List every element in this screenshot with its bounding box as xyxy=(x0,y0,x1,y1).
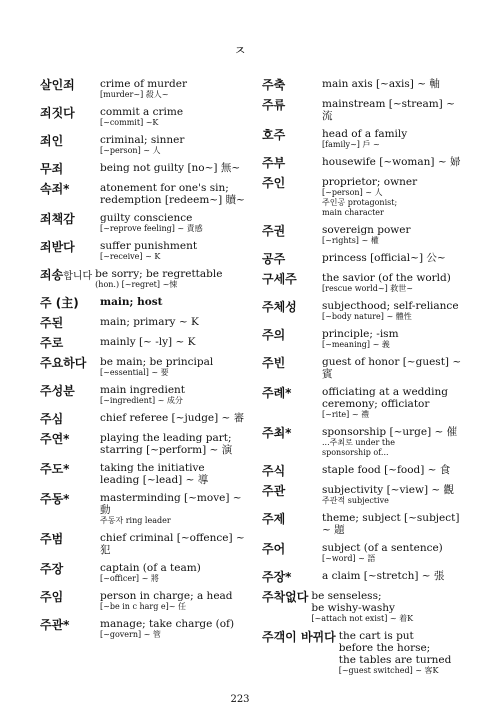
headword xyxy=(40,432,100,446)
definition-line: subjecthood; self-reliance xyxy=(322,300,459,312)
definition-line: sponsorship [~urge] ~ 催 xyxy=(322,426,458,438)
definition-line: mainly [~ -ly] ~ K xyxy=(100,336,196,348)
entry-body xyxy=(100,134,245,156)
definition-line: captain (of a team) xyxy=(100,562,201,574)
headword-text: 주인 xyxy=(262,176,286,190)
dictionary-entry xyxy=(40,240,245,262)
definition-line: redemption [redeem~] 贖~ xyxy=(100,194,245,206)
etymology-line: [~guest switched] ~ 客K xyxy=(338,666,439,675)
etymology-line: [~body nature] ~ 體性 xyxy=(322,312,412,321)
etymology-line: [family~] 戶 ~ xyxy=(322,140,380,149)
etymology-line: [~commit] ~K xyxy=(100,118,159,127)
entry-body xyxy=(100,562,245,584)
headword xyxy=(40,106,100,120)
entry-body xyxy=(100,240,245,262)
headword-text: 호주 xyxy=(262,128,286,142)
headword-text: 주도* xyxy=(40,462,70,476)
headword-text: 주장* xyxy=(262,570,292,584)
headword-text: 주임 xyxy=(40,590,64,604)
dictionary-entry xyxy=(40,162,245,176)
headword-text: 주어 xyxy=(262,542,286,556)
headword xyxy=(40,412,100,426)
definition-line: main axis [~axis] ~ 軸 xyxy=(322,78,440,90)
dictionary-entry xyxy=(40,134,245,156)
definition-line: main ingredient xyxy=(100,384,186,396)
dictionary-entry xyxy=(262,590,462,624)
headword xyxy=(262,542,322,556)
entry-body xyxy=(100,212,245,234)
entry-body xyxy=(100,384,245,406)
headword xyxy=(40,618,100,632)
definition-line: commit a crime xyxy=(100,106,184,118)
definition-line: staple food [~food] ~ 食 xyxy=(322,464,451,476)
headword-text: 주착없다 xyxy=(262,590,309,604)
headword-text: 주심 xyxy=(40,412,64,426)
headword xyxy=(262,328,322,342)
entry-body xyxy=(100,590,245,612)
etymology-line: [~officer] ~ 將 xyxy=(100,574,159,583)
headword xyxy=(262,176,322,190)
entry-body xyxy=(322,272,462,294)
etymology-line: [~rite] ~ 禮 xyxy=(322,410,370,419)
page-number: 223 xyxy=(230,694,250,705)
headword-text: 주범 xyxy=(40,532,64,546)
entry-body xyxy=(322,224,462,246)
dictionary-entry xyxy=(262,356,462,380)
dictionary-entry xyxy=(262,300,462,322)
definition-line: a claim [~stretch] ~ 張 xyxy=(322,570,445,582)
headword xyxy=(262,356,322,370)
headword xyxy=(40,268,92,284)
definition-line: main; primary ~ K xyxy=(100,316,199,328)
definition-line: princess [official~] 公~ xyxy=(322,252,446,264)
definition-line: subject (of a sentence) xyxy=(322,542,443,554)
dictionary-entry xyxy=(262,224,462,246)
dictionary-entry xyxy=(262,512,462,536)
entry-body xyxy=(100,492,245,526)
definition-line: chief criminal [~offence] ~犯 xyxy=(100,532,245,556)
headword xyxy=(262,224,322,238)
entry-body xyxy=(322,464,462,476)
headword-suffix: 합니다 xyxy=(63,271,93,282)
headword xyxy=(262,570,322,584)
right-column xyxy=(262,78,462,682)
entry-body xyxy=(322,356,462,380)
entry-body xyxy=(322,176,462,218)
headword xyxy=(40,532,100,546)
definition-line: be senseless; xyxy=(311,590,382,602)
headword xyxy=(262,630,336,644)
dictionary-entry xyxy=(40,618,245,640)
dictionary-entry xyxy=(262,464,462,478)
entry-body xyxy=(100,356,245,378)
headword-text: 주빈 xyxy=(262,356,286,370)
definition-line: starring [~perform] ~ 演 xyxy=(100,444,233,456)
entry-body xyxy=(322,98,462,122)
dictionary-entry xyxy=(262,570,462,584)
headword xyxy=(40,492,100,506)
definition-line: the tables are turned xyxy=(338,654,452,666)
headword-text: 주 (主) xyxy=(40,296,79,310)
headword-text: 죄송 xyxy=(40,268,64,282)
headword-text: 주성분 xyxy=(40,384,75,398)
dictionary-entry xyxy=(262,542,462,564)
definition-line: subjectivity [~view] ~ 觀 xyxy=(322,484,455,496)
headword-text: 죄책감 xyxy=(40,212,75,226)
etymology-line: [~attach not exist] ~ 着K xyxy=(311,614,414,623)
entry-body xyxy=(322,78,462,90)
headword xyxy=(262,300,322,314)
headword xyxy=(40,162,100,176)
entry-body xyxy=(100,336,245,348)
headword xyxy=(262,512,322,526)
headword-text: 주연* xyxy=(40,432,70,446)
dictionary-entry xyxy=(40,336,245,350)
section-letter: ㅈ xyxy=(233,44,247,59)
entry-body xyxy=(100,532,245,556)
definition-line: ceremony; officiator xyxy=(322,398,430,410)
etymology-line: [~govern] ~ 管 xyxy=(100,630,161,639)
entry-body xyxy=(339,630,462,676)
definition-line: crime of murder xyxy=(100,78,188,90)
entry-body xyxy=(322,328,462,350)
etymology-line: [murder~] 殺人~ xyxy=(100,90,169,99)
headword-text: 주관* xyxy=(40,618,70,632)
headword-text: 주동* xyxy=(40,492,70,506)
dictionary-entry xyxy=(40,492,245,526)
definition-line: suffer punishment xyxy=(100,240,198,252)
dictionary-entry xyxy=(40,106,245,128)
dictionary-entry xyxy=(40,532,245,556)
headword-text: 주장 xyxy=(40,562,64,576)
headword xyxy=(262,590,308,604)
headword xyxy=(262,426,322,440)
entry-body xyxy=(100,296,245,308)
dictionary-entry xyxy=(40,356,245,378)
etymology-line: sponsorship of... xyxy=(322,448,389,457)
etymology-line: [~person] ~ 人 xyxy=(322,188,383,197)
headword xyxy=(40,134,100,148)
headword-text: 주축 xyxy=(262,78,286,92)
dictionary-entry xyxy=(40,412,245,426)
definition-line: head of a family xyxy=(322,128,408,140)
entry-body xyxy=(322,156,462,168)
definition-line: manage; take charge (of) xyxy=(100,618,235,630)
etymology-line: [~person] ~ 人 xyxy=(100,146,161,155)
entry-body xyxy=(322,300,462,322)
etymology-line: 주동자 ring leader xyxy=(100,516,171,525)
definition-line: taking the initiative xyxy=(100,462,205,474)
definition-line: leading [~lead] ~ 導 xyxy=(100,474,209,486)
dictionary-entry xyxy=(40,462,245,486)
headword-text: 속죄* xyxy=(40,182,70,196)
definition-line: sovereign power xyxy=(322,224,411,236)
headword-text: 죄짓다 xyxy=(40,106,75,120)
entry-body xyxy=(100,316,245,328)
entry-body xyxy=(322,484,462,506)
definition-line: housewife [~woman] ~ 婦 xyxy=(322,156,461,168)
definition-line: chief referee [~judge] ~ 審 xyxy=(100,412,245,424)
entry-body xyxy=(322,426,462,458)
dictionary-entry xyxy=(40,268,245,290)
dictionary-entry xyxy=(40,182,245,206)
entry-body xyxy=(100,182,245,206)
etymology-line: [~be in c harg e]~ 任 xyxy=(100,602,187,611)
headword-text: 주의 xyxy=(262,328,286,342)
entry-body xyxy=(322,386,462,420)
entry-body xyxy=(100,106,245,128)
headword xyxy=(40,336,100,350)
definition-line: guilty conscience xyxy=(100,212,193,224)
dictionary-entry xyxy=(262,98,462,122)
dictionary-entry xyxy=(262,328,462,350)
definition-line: theme; subject [~subject] ~ 題 xyxy=(322,512,460,536)
definition-line: playing the leading part; xyxy=(100,432,232,444)
definition-line: the cart is put xyxy=(338,630,414,642)
definition-line: be wishy-washy xyxy=(311,602,395,614)
definition-line: main; host xyxy=(100,296,163,308)
entry-body xyxy=(100,462,245,486)
dictionary-entry xyxy=(40,562,245,584)
headword xyxy=(40,356,100,370)
headword xyxy=(40,462,100,476)
headword xyxy=(40,296,100,310)
etymology-line: [~meaning] ~ 義 xyxy=(322,340,390,349)
definition-line: atonement for one's sin; xyxy=(100,182,229,194)
etymology-line: [~essential] ~ 要 xyxy=(100,368,169,377)
definition-line: proprietor; owner xyxy=(322,176,418,188)
dictionary-entry xyxy=(262,156,462,170)
headword xyxy=(262,156,322,170)
dictionary-entry xyxy=(40,432,245,456)
dictionary-entry xyxy=(262,272,462,294)
definition-line: masterminding [~move] ~ 動 xyxy=(100,492,242,516)
definition-line: officiating at a wedding xyxy=(322,386,448,398)
headword xyxy=(262,78,322,92)
definition-line: be sorry; be regrettable xyxy=(95,268,223,280)
headword-text: 주례* xyxy=(262,386,292,400)
headword xyxy=(262,252,322,266)
dictionary-entry xyxy=(40,212,245,234)
headword-text: 주관 xyxy=(262,484,286,498)
entry-body xyxy=(100,412,245,424)
dictionary-entry xyxy=(40,296,245,310)
headword-text: 주류 xyxy=(262,98,286,112)
definition-line: mainstream [~stream] ~ 流 xyxy=(322,98,455,122)
headword xyxy=(262,272,322,286)
left-column xyxy=(40,78,245,646)
dictionary-entry xyxy=(262,426,462,458)
headword xyxy=(40,240,100,254)
headword xyxy=(40,590,100,604)
entry-body xyxy=(322,542,462,564)
etymology-line: 주인공 protagonist; xyxy=(322,198,398,207)
dictionary-entry xyxy=(262,484,462,506)
entry-body xyxy=(322,128,462,150)
entry-body xyxy=(322,512,462,536)
headword-text: 주제 xyxy=(262,512,286,526)
etymology-line: 주관적 subjective xyxy=(322,496,389,505)
entry-body xyxy=(100,162,245,174)
definition-line: criminal; sinner xyxy=(100,134,185,146)
headword-text: 주로 xyxy=(40,336,64,350)
dictionary-entry xyxy=(40,78,245,100)
dictionary-entry xyxy=(40,590,245,612)
headword-text: 죄인 xyxy=(40,134,64,148)
headword xyxy=(40,384,100,398)
headword xyxy=(40,78,100,92)
definition-line: guest of honor [~guest] ~ 賓 xyxy=(322,356,462,380)
headword xyxy=(262,464,322,478)
definition-line: being not guilty [no~] 無~ xyxy=(100,162,241,174)
entry-body xyxy=(100,618,245,640)
entry-body xyxy=(311,590,462,624)
headword xyxy=(40,562,100,576)
headword xyxy=(262,128,322,142)
dictionary-entry xyxy=(40,316,245,330)
definition-line: principle; -ism xyxy=(322,328,399,340)
headword-text: 살인죄 xyxy=(40,78,75,92)
headword-text: 주객이 바뀌다 xyxy=(262,630,336,644)
etymology-line: main character xyxy=(322,208,384,217)
headword-text: 주최* xyxy=(262,426,292,440)
dictionary-entry xyxy=(262,78,462,92)
dictionary-entry xyxy=(262,386,462,420)
definition-line: before the horse; xyxy=(338,642,431,654)
definition-line: the savior (of the world) xyxy=(322,272,451,284)
entry-body xyxy=(100,432,245,456)
headword-text: 주권 xyxy=(262,224,286,238)
headword-text: 주요하다 xyxy=(40,356,87,370)
headword xyxy=(40,212,100,226)
headword-text: 죄받다 xyxy=(40,240,75,254)
dictionary-entry xyxy=(262,176,462,218)
headword xyxy=(262,386,322,400)
entry-body xyxy=(322,570,462,582)
etymology-line: [~rights] ~ 權 xyxy=(322,236,379,245)
headword-text: 주부 xyxy=(262,156,286,170)
entry-body xyxy=(100,78,245,100)
headword-text: 주된 xyxy=(40,316,64,330)
headword-text: 구세주 xyxy=(262,272,297,286)
headword-text: 공주 xyxy=(262,252,286,266)
etymology-line: [rescue world~] 救世~ xyxy=(322,284,413,293)
definition-line: be main; be principal xyxy=(100,356,214,368)
dictionary-entry xyxy=(262,128,462,150)
etymology-line: [~word] ~ 語 xyxy=(322,554,376,563)
etymology-line: ...주최로 under the xyxy=(322,438,395,447)
dictionary-entry xyxy=(262,630,462,676)
headword-text: 주식 xyxy=(262,464,286,478)
dictionary-entry xyxy=(40,384,245,406)
headword xyxy=(262,98,322,112)
headword xyxy=(262,484,322,498)
headword xyxy=(40,182,100,196)
etymology-line: [~receive] ~ K xyxy=(100,252,161,261)
etymology-line: (hon.) [~regret] ~悚 xyxy=(95,280,178,289)
dictionary-entry xyxy=(262,252,462,266)
entry-body xyxy=(95,268,245,290)
etymology-line: [~ingredient] ~ 成分 xyxy=(100,396,183,405)
headword-text: 주체성 xyxy=(262,300,297,314)
definition-line: person in charge; a head xyxy=(100,590,233,602)
headword xyxy=(40,316,100,330)
etymology-line: [~reprove feeling] ~ 責感 xyxy=(100,224,203,233)
entry-body xyxy=(322,252,462,264)
headword-text: 무죄 xyxy=(40,162,64,176)
